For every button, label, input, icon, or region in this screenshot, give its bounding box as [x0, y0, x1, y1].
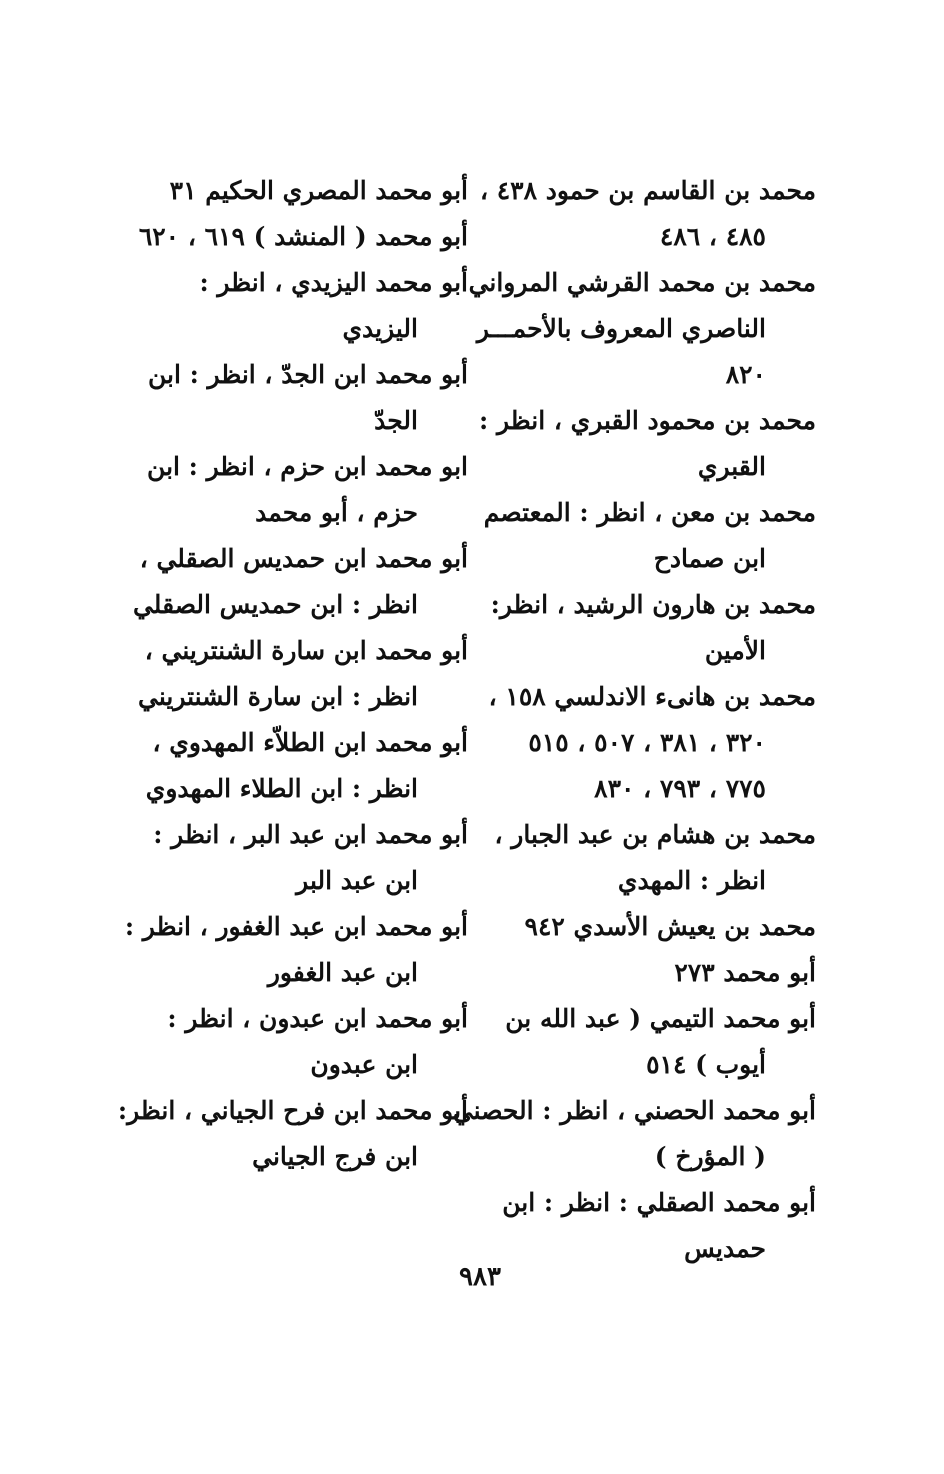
- index-entry-heading: محمد بن هشام بن عبد الجبار ،: [494, 820, 816, 849]
- index-entry-continuation: ابن فرج الجياني: [252, 1142, 418, 1171]
- index-entry-heading: أبو محمد ( المنشد ) ٦١٩ ، ٦٢٠: [138, 222, 468, 251]
- index-entry-heading: محمد بن القاسم بن حمود ٤٣٨ ،: [479, 176, 816, 205]
- index-entry-heading: أبو محمد التيمي ( عبد الله بن: [505, 1004, 816, 1033]
- index-entry-continuation: انظر : ابن الطلاء المهدوي: [145, 774, 418, 803]
- index-entry: [486, 674, 816, 812]
- index-entry: [486, 950, 816, 996]
- index-entry: [138, 812, 468, 904]
- index-entry-continuation: ٧٧٥ ، ٧٩٣ ، ٨٣٠: [594, 774, 766, 803]
- index-entry-heading: أبو محمد المصري الحكيم ٣١: [169, 176, 468, 205]
- index-entry-heading: محمد بن معن ، انظر : المعتصم: [483, 498, 816, 527]
- index-entry: [117, 1088, 468, 1180]
- index-entry-continuation: ابن عبد البر: [296, 866, 418, 895]
- index-entry-heading: أبو محمد ابن عبد الغفور ، انظر :: [124, 912, 468, 941]
- index-entry: [138, 168, 468, 214]
- index-column-left: [117, 168, 468, 1180]
- index-entry-continuation: ٨٢٠: [725, 360, 766, 389]
- index-entry: [138, 352, 468, 444]
- index-entry: [138, 628, 468, 720]
- index-entry-heading: ابو محمد ابن حزم ، انظر : ابن: [147, 452, 468, 481]
- index-entry-continuation: الناصري المعروف بالأحمـــر: [476, 314, 766, 343]
- index-entry: [452, 1088, 816, 1180]
- index-entry: [486, 996, 816, 1088]
- index-entry-continuation: ابن صمادح: [653, 544, 766, 573]
- index-entry-heading: أبو محمد ٢٧٣: [674, 958, 816, 987]
- index-entry-heading: محمد بن محمود القبري ، انظر :: [479, 406, 816, 435]
- index-entry: [138, 260, 468, 352]
- index-entry-continuation: حزم ، أبو محمد: [255, 498, 418, 527]
- index-entry-continuation: ابن عبدون: [310, 1050, 418, 1079]
- index-entry-continuation: انظر : ابن حمديس الصقلي: [132, 590, 418, 619]
- index-entry-heading: أبو محمد ابن حمديس الصقلي ،: [139, 544, 468, 573]
- index-entry-continuation: حمديس: [684, 1234, 766, 1263]
- index-entry: [132, 536, 468, 628]
- index-entry-continuation: ابن عبد الغفور: [267, 958, 418, 987]
- index-entry: [138, 996, 468, 1088]
- index-entry-heading: أبو محمد ابن الطلاّء المهدوي ،: [152, 728, 468, 757]
- index-entry-heading: أبو محمد ابن عبدون ، انظر :: [167, 1004, 468, 1033]
- index-entry-continuation: ٤٨٥ ، ٤٨٦: [659, 222, 766, 251]
- index-column-right: [452, 168, 816, 1272]
- index-entry-heading: محمد بن هانىء الاندلسي ١٥٨ ،: [488, 682, 816, 711]
- index-entry-heading: أبو محمد الصقلي : انظر : ابن: [502, 1188, 816, 1217]
- index-entry: [479, 168, 816, 260]
- index-entry: [486, 812, 816, 904]
- index-entry: [479, 398, 816, 490]
- index-entry: [483, 490, 816, 582]
- index-entry: [124, 904, 468, 996]
- index-entry-continuation: ٣٢٠ ، ٣٨١ ، ٥٠٧ ، ٥١٥: [528, 728, 766, 757]
- index-entry-heading: محمد بن هارون الرشيد ، انظر:: [490, 590, 816, 619]
- index-entry-continuation: القبري: [697, 452, 766, 481]
- index-entry-continuation: أيوب ) ٥١٤: [646, 1050, 766, 1079]
- index-entry: [486, 582, 816, 674]
- index-entry-heading: محمد بن يعيش الأسدي ٩٤٢: [524, 912, 816, 941]
- index-entry-heading: أبو محمد ابن فرح الجياني ، انظر:: [117, 1096, 468, 1125]
- index-entry: [138, 720, 468, 812]
- index-entry: [486, 1180, 816, 1272]
- index-entry-continuation: اليزيدي: [342, 314, 418, 343]
- index-entry-heading: أبو محمد اليزيدي ، انظر :: [199, 268, 468, 297]
- index-entry-continuation: ( المؤرخ ): [654, 1142, 766, 1171]
- index-entry: [138, 214, 468, 260]
- index-entry: [138, 444, 468, 536]
- index-entry: [468, 260, 816, 398]
- index-entry-continuation: انظر : المهدي: [617, 866, 766, 895]
- index-entry-continuation: الأمين: [704, 636, 766, 665]
- index-entry-heading: أبو محمد الحصني ، انظر : الحصني: [452, 1096, 816, 1125]
- index-entry-heading: أبو محمد ابن الجدّ ، انظر : ابن: [147, 360, 468, 389]
- page-number: ٩٨٣: [459, 1262, 501, 1292]
- index-entry-heading: محمد بن محمد القرشي المرواني: [468, 268, 816, 297]
- index-entry-heading: أبو محمد ابن سارة الشنتريني ،: [144, 636, 468, 665]
- index-entry-continuation: الجدّ: [374, 406, 418, 435]
- index-entry-heading: أبو محمد ابن عبد البر ، انظر :: [153, 820, 468, 849]
- index-entry-continuation: انظر : ابن سارة الشنتريني: [137, 682, 418, 711]
- index-entry: [486, 904, 816, 950]
